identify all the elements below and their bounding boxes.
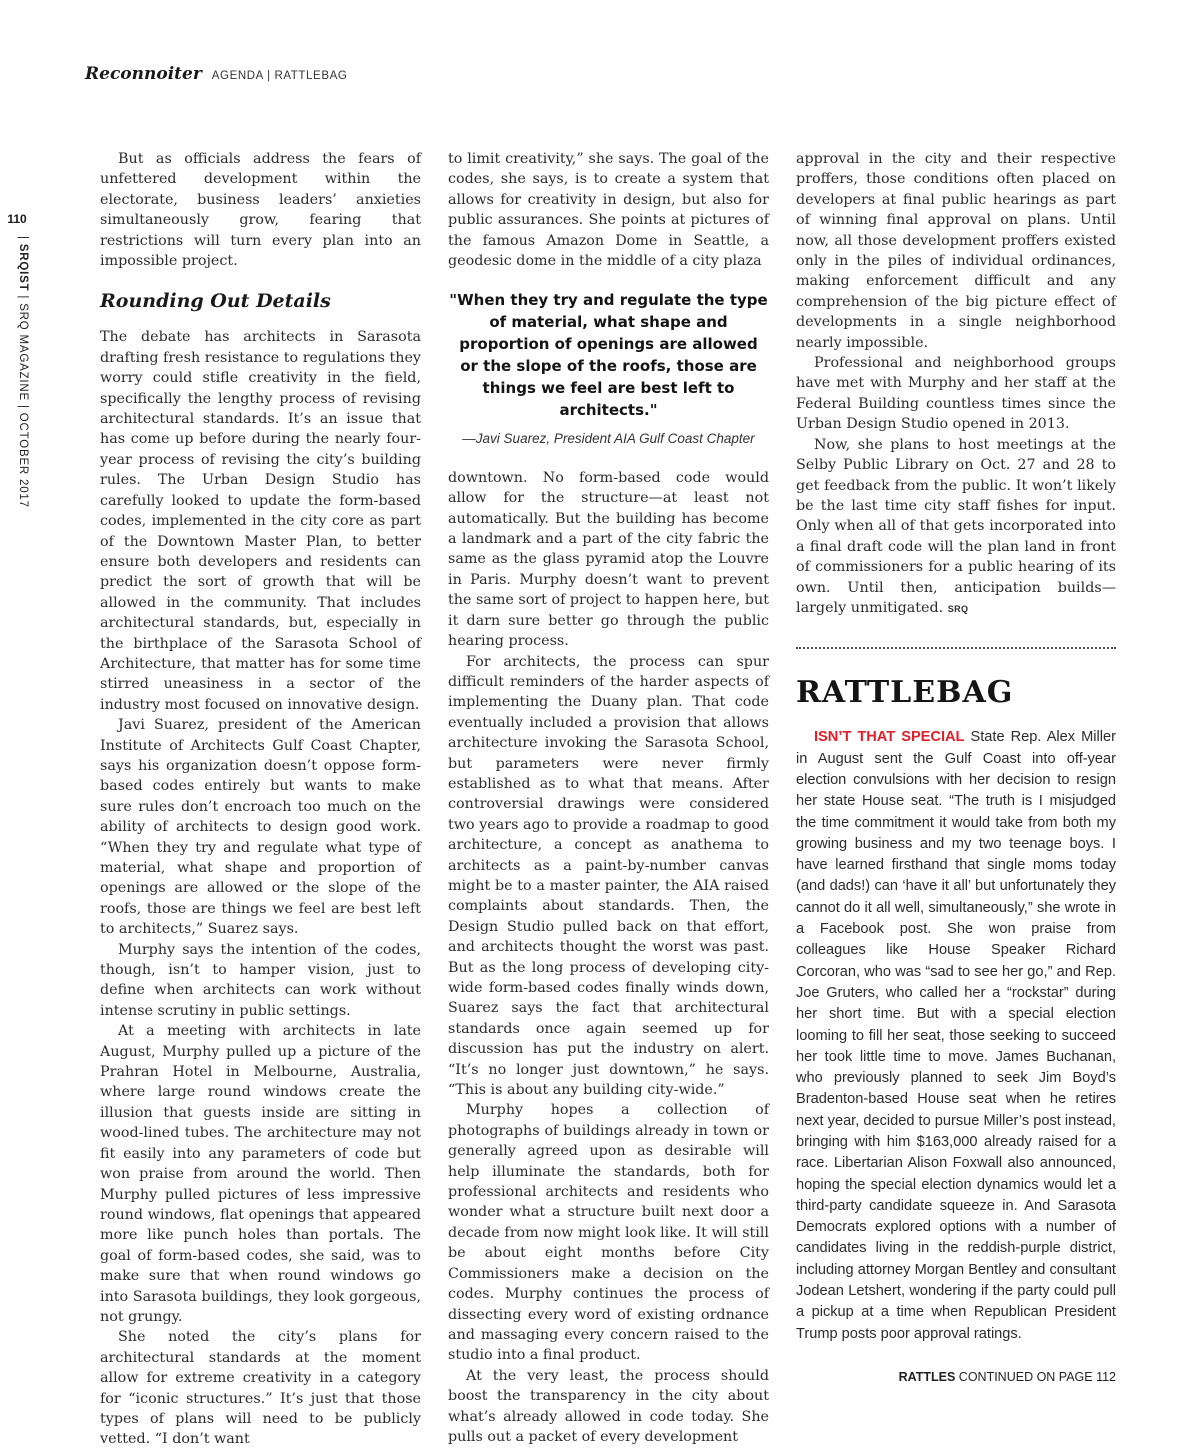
rattlebag-body <box>796 727 1116 1345</box>
running-header <box>85 64 347 84</box>
paragraph-text: Now, she plans to host meetings at the Selby Public Library on Oct. 27 and 28 to get feedback from the public. It won’t likely be the last time city staff fishes for input. Only when all of that gets incorporated into a final draft code will the plan land in front of commissioners for a public hearing of its own. Until then, anticipation builds—largely unmitigated. <box>796 436 1116 616</box>
end-mark: SRQ <box>947 603 969 614</box>
paragraph: At the very least, the process should boost the transparency in the city about what’s already allowed in code today. She pulls out a packet of every development <box>448 1367 769 1445</box>
paragraph: downtown. No form-based code would allow for the structure—at least not automatically. But the building has become a landmark and a part of the city fabric the same as the glass pyramid atop the Louvre in Paris. Murphy doesn’t want to prevent the same sort of project to happen here, but it darn sure better go through the public hearing process. <box>448 469 769 650</box>
paragraph: to limit creativity,” she says. The goal of the codes, she says, is to create a system that allows for creativity in design, but also for public assurances. She points at pictures of the famous Amazon Dome in Seattle, a geodesic dome in the middle of a city plaza <box>448 151 769 270</box>
article-column-1 <box>100 149 421 1450</box>
folio-sep: | <box>17 291 29 304</box>
folio-date: OCTOBER 2017 <box>17 412 29 508</box>
paragraph: Javi Suarez, president of the American Institute of Architects Gulf Coast Chapter, says his organization doesn’t oppose form-based codes entirely but wants to make sure rules don’t encroach too much on the ability of architects to design good work. “When they try and regulate what type of material, what shape and proportion of openings are allowed or the slope of the roofs, those are things we feel are best left to architects,” Suarez says. <box>100 717 421 938</box>
paragraph: Murphy hopes a collection of photographs of buildings already in town or generally agreed upon as desirable will help illuminate the standards, both for professional architects and residents who wonder what a structure built next door a decade from now might look like. It will still be about eight months before City Commissioners make a decision on the codes. Murphy continues the process of dissecting every word of existing ordnance and massaging every concern raised to the studio into a final product. <box>448 1102 769 1364</box>
section-name: Reconnoiter <box>85 64 202 84</box>
rattlebag-kicker: ISN’T THAT SPECIAL <box>814 729 965 746</box>
continued-text: CONTINUED ON PAGE 112 <box>955 1369 1116 1384</box>
folio-magazine: SRQ MAGAZINE <box>17 303 29 401</box>
rattlebag-title: RATTLEBAG <box>796 675 1014 711</box>
vertical-folio <box>17 236 29 508</box>
paragraph: She noted the city’s plans for architectural standards at the moment allow for extreme creativity in a category for “iconic structures.” It’s just that those types of plans will need to be publicly vetted. “I don’t want <box>100 1329 421 1448</box>
paragraph <box>796 435 1116 620</box>
folio-brand: SRQIST <box>17 243 29 292</box>
dotted-divider <box>796 647 1116 649</box>
paragraph: Murphy says the intention of the codes, though, isn’t to hamper vision, just to define when architects can work without intense scrutiny in public settings. <box>100 941 421 1019</box>
paragraph: But as officials address the fears of unfettered development within the electorate, business leaders’ anxieties simultaneously grow, fearing that restrictions will turn every plan into an impossible project. <box>100 151 421 270</box>
subheading: Rounding Out Details <box>100 290 331 313</box>
continued-word: RATTLES <box>898 1369 956 1384</box>
rattlebag-text: State Rep. Alex Miller in August sent the Gulf Coast into off-year election convulsions with her decision to resign her state House seat. “The truth is I misjudged the time commitment it would take from both my growing business and my two teenage boys. I have learned firsthand that single moms today (and dads!) can ‘have it all’ but unfortunately they cannot do it all well, simultaneously,” she wrote in a Facebook post. She won praise from colleagues like House Speaker Richard Corcoran, who was “sad to see her go,” and Rep. Joe Gruters, who called her a “rockstar” during her short time. But with a special election looming to fill her seat, those seeking to succeed her took little time to move. James Buchanan, who previously planned to seek Jim Boyd’s Bradenton-based House seat when he retires next year, decided to pursue Miller’s post instead, bringing with him $163,000 already raised for a race. Libertarian Alison Foxwall also announced, hoping the special election dynamics would let a third-party candidate squeeze in. And Sarasota Democrats explored options with a number of candidates living in the reddish-purple district, including attorney Morgan Bentley and consultant Jodean Letshert, wondering if the party could pull a pickup at a time when Republican President Trump posts poor approval ratings. <box>796 729 1116 1342</box>
folio-sep: | <box>17 236 29 244</box>
pull-quote-attribution: —Javi Suarez, President AIA Gulf Coast Chapter <box>462 431 755 447</box>
section-tag: AGENDA | RATTLEBAG <box>211 70 348 82</box>
page-number: 110 <box>7 212 27 226</box>
article-column-2 <box>448 149 769 1447</box>
paragraph: The debate has architects in Sarasota drafting fresh resistance to regulations they worry could stifle creativity in the field, specifically the lengthy process of revising architectural standards. It’s an issue that has come up before during the nearly four-year process of revising the city’s building rules. The Urban Design Studio has carefully looked to update the form-based codes, implemented in the city core as part of the Downtown Master Plan, to better ensure both developers and residents can predict the sort of growth that will be allowed in the community. That includes architectural standards, but, especially in the birthplace of the Sarasota School of Architecture, that matter has for some time stirred uneasiness in a sector of the industry most focused on innovative design. <box>100 329 421 713</box>
pull-quote <box>448 289 769 449</box>
paragraph: approval in the city and their respective proffers, those conditions often placed on developers at final public hearings as part of winning final approval on plans. Until now, all those development proffers existed only in the piles of individual ordinances, making enforcement difficult and any comprehension of the big picture effect of developments in a single neighborhood nearly impossible. <box>796 151 1116 351</box>
paragraph: For architects, the process can spur difficult reminders of the harder aspects of implementing the Duany plan. That code eventually included a provision that allows architecture invoking the Sarasota School, but parameters were never firmly established as to what that means. After controversial drawings were considered two years ago to provide a roadmap to good architecture, a concept as anathema to architects as a paint-by-number canvas might be to a master painter, the AIA raised complaints about standards. Then, the Design Studio pulled back on that effort, and architects thought the worst was past. But as the long process of developing city-wide form-based codes finally winds down, Suarez says the fact that architectural standards once again seemed up for discussion has put the industry on alert. “It’s no longer just downtown,” he says. “This is about any building city-wide.” <box>448 653 769 1099</box>
pull-quote-text: "When they try and regulate the type of material, what shape and proportion of openings are allowed or the slope of the roofs, those are things we feel are best left to architects." <box>449 291 768 420</box>
paragraph: At a meeting with architects in late August, Murphy pulled up a picture of the Prahran Hotel in Melbourne, Australia, where large round windows create the illusion that guests inside are sitting in wood-lined tubes. The architecture may not fit easily into any parameters of code but won praise from around the world. Then Murphy pulled pictures of less impressive round windows, flat openings that appeared more like punch holes than portals. The goal of form-based codes, she said, was to make sure that when round windows go into Sarasota buildings, they look gorgeous, not grungy. <box>100 1023 421 1325</box>
article-column-3 <box>796 149 1116 1387</box>
paragraph: Professional and neighborhood groups have met with Murphy and her staff at the Federal Building countless times since the Urban Design Studio opened in 2013. <box>796 355 1116 433</box>
continued-line <box>796 1367 1116 1387</box>
folio-sep: | <box>17 400 29 413</box>
